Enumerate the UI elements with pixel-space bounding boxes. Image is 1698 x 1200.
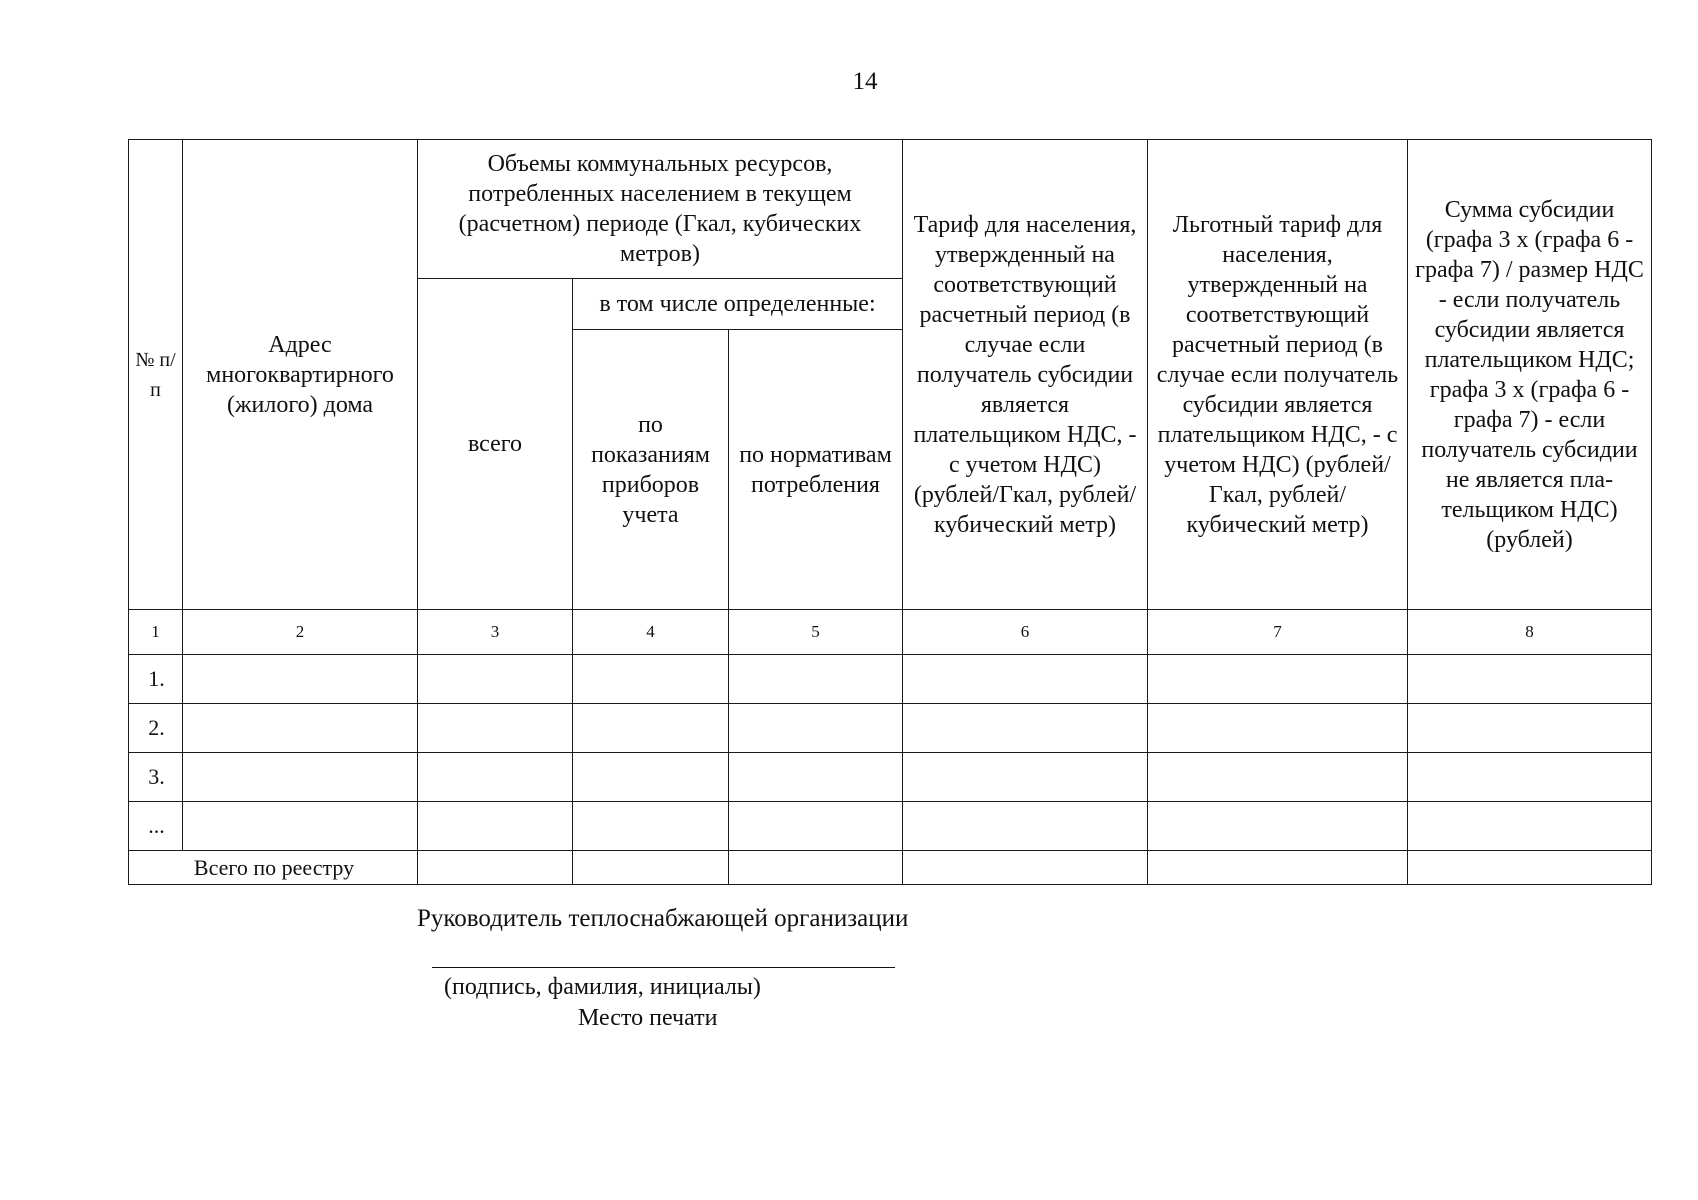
table-cell bbox=[1148, 753, 1408, 802]
table-cell bbox=[729, 704, 903, 753]
table-cell bbox=[573, 851, 729, 885]
row-number: 2. bbox=[129, 704, 183, 753]
table-cell bbox=[418, 704, 573, 753]
column-number: 2 bbox=[183, 610, 418, 655]
row-number: 1. bbox=[129, 655, 183, 704]
table-cell bbox=[418, 851, 573, 885]
page-number: 14 bbox=[852, 68, 878, 95]
column-number: 8 bbox=[1408, 610, 1652, 655]
stamp-place: Место печати bbox=[578, 1005, 718, 1031]
table-cell bbox=[183, 802, 418, 851]
table-cell bbox=[418, 655, 573, 704]
column-number: 5 bbox=[729, 610, 903, 655]
table-cell bbox=[903, 704, 1148, 753]
table-cell bbox=[573, 802, 729, 851]
column-number: 1 bbox=[129, 610, 183, 655]
column-number: 4 bbox=[573, 610, 729, 655]
table-row bbox=[129, 802, 1652, 851]
table-cell bbox=[573, 655, 729, 704]
row-number: ... bbox=[129, 802, 183, 851]
table-cell bbox=[573, 704, 729, 753]
header-including: в том числе определенные: bbox=[573, 279, 903, 330]
header-by-norms: по нормативам потребления bbox=[729, 330, 903, 610]
table-cell bbox=[903, 802, 1148, 851]
table-cell bbox=[903, 851, 1148, 885]
row-number: 3. bbox=[129, 753, 183, 802]
table-cell bbox=[729, 753, 903, 802]
table-cell bbox=[183, 704, 418, 753]
table-cell bbox=[729, 851, 903, 885]
table-cell bbox=[1148, 655, 1408, 704]
table-cell bbox=[573, 753, 729, 802]
table-cell bbox=[1408, 704, 1652, 753]
header-subsidy-sum: Сумма субсидии (графа 3 x (графа 6 - графа 7) / размер НДС - если получатель субсидии является плательщиком НДС; графа 3 x (графа 6 - графа 7) - если получатель субсидии не является пла-тельщиком НДС) (рублей) bbox=[1408, 140, 1652, 610]
header-by-meters: по показаниям приборов учета bbox=[573, 330, 729, 610]
signature-line bbox=[432, 967, 895, 968]
table-cell bbox=[729, 655, 903, 704]
table-cell bbox=[1408, 802, 1652, 851]
table-cell bbox=[418, 753, 573, 802]
column-number: 6 bbox=[903, 610, 1148, 655]
signatory-title: Руководитель теплоснабжающей организации bbox=[417, 905, 909, 932]
signature-caption: (подпись, фамилия, инициалы) bbox=[444, 974, 761, 1000]
header-preferential-tariff: Льготный тариф для населения, утвержденный на соответствующий расчетный период (в случае если получатель субсидии является плательщиком НДС, - с учетом НДС) (рублей/Гкал, рублей/кубический метр) bbox=[1148, 140, 1408, 610]
header-address: Адрес многоквартирного (жилого) дома bbox=[183, 140, 418, 610]
table-cell bbox=[183, 655, 418, 704]
header-row-number: № п/п bbox=[129, 140, 183, 610]
table-cell bbox=[1408, 851, 1652, 885]
table-cell bbox=[729, 802, 903, 851]
table-cell bbox=[1408, 753, 1652, 802]
table-cell bbox=[1148, 851, 1408, 885]
table-cell bbox=[183, 753, 418, 802]
table-cell bbox=[903, 655, 1148, 704]
column-number: 7 bbox=[1148, 610, 1408, 655]
table-cell bbox=[903, 753, 1148, 802]
table-row bbox=[129, 655, 1652, 704]
total-label: Всего по реестру bbox=[129, 851, 418, 885]
table-cell bbox=[418, 802, 573, 851]
table-row bbox=[129, 753, 1652, 802]
header-volume-total: всего bbox=[418, 279, 573, 610]
header-volumes: Объемы коммунальных ресурсов, потребленных населением в текущем (расчетном) периоде (Гкал, кубических метров) bbox=[418, 140, 903, 279]
table-cell bbox=[1408, 655, 1652, 704]
table-row bbox=[129, 704, 1652, 753]
column-number-row bbox=[129, 610, 1652, 655]
table-cell bbox=[1148, 802, 1408, 851]
header-tariff: Тариф для населения, утвержденный на соответствующий расчетный период (в случае если получатель субсидии является плательщиком НДС, - с учетом НДС) (рублей/Гкал, рублей/кубический метр) bbox=[903, 140, 1148, 610]
subsidy-register-table bbox=[128, 139, 1652, 885]
table-cell bbox=[1148, 704, 1408, 753]
total-row bbox=[129, 851, 1652, 885]
column-number: 3 bbox=[418, 610, 573, 655]
